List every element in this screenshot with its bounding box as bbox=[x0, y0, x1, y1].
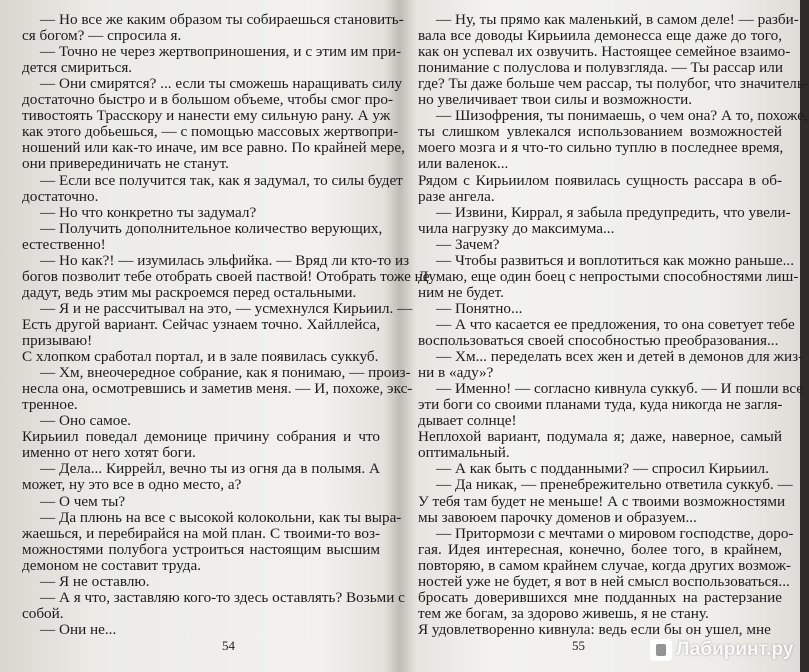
text-line: можностями полубога устроиться настоящим высшим bbox=[22, 540, 380, 558]
text-line: — Но что конкретно ты задумал? bbox=[40, 203, 257, 221]
text-line: дется смириться. bbox=[22, 59, 133, 77]
left-page bbox=[22, 10, 430, 672]
text-line: — Шизофрения, ты понимаешь, о чем она? А то, похоже, bbox=[436, 107, 808, 125]
text-line: ся богом? — спросила я. bbox=[22, 27, 182, 45]
text-line: достаточно. bbox=[22, 187, 99, 205]
text-line: ты слишком увлекался использованием возможностей bbox=[418, 123, 782, 141]
text-line: — А я что, заставляю кого-то здесь оставлять? Возьми с bbox=[40, 588, 405, 606]
text-line: эти боги со своими планами туда, куда никогда не загля- bbox=[418, 396, 783, 414]
text-line: — Но как?! — изумилась эльфийка. — Вряд ли кто-то из bbox=[40, 251, 410, 269]
text-line: тивостоять Трасскору и нанести ему сильную рану. А уж bbox=[22, 107, 391, 125]
text-line: они приверединичать не станут. bbox=[22, 155, 229, 173]
text-line: — Да никак, — пренебрежительно ответила суккуб. — bbox=[436, 476, 793, 494]
right-page bbox=[418, 10, 809, 672]
text-line: ни в «аду»? bbox=[418, 364, 494, 382]
text-line: — Они не... bbox=[40, 620, 117, 638]
text-line: оптимальный. bbox=[418, 444, 510, 462]
text-line: — Я не оставлю. bbox=[40, 572, 150, 590]
text-line: богов позволит тебе отобрать своей паствой! Отобрать тоже не bbox=[22, 267, 430, 285]
text-line: воспользоваться своей способностью преобразования... bbox=[418, 332, 779, 349]
text-line: демоном не составит труда. bbox=[22, 556, 202, 574]
text-line: гая. Идея интересная, конечно, более того, в крайнем, bbox=[418, 540, 782, 558]
text-line: может, ну это все в одно место, а? bbox=[22, 476, 242, 494]
text-line: Кирьиил поведал демонице причину собрания и что bbox=[22, 428, 380, 446]
text-line: — Да плюнь на все с высокой колокольни, как ты выра- bbox=[40, 508, 402, 526]
text-line: — Если все получится так, как я задумал, то силы будет bbox=[40, 171, 403, 189]
text-line: понимание с полуслова и полувзгляда. — Ты рассар или bbox=[418, 59, 784, 77]
text-line: — Оно самое. bbox=[40, 412, 132, 430]
text-line: — Зачем? bbox=[436, 235, 500, 253]
text-line: — Понятно... bbox=[436, 299, 523, 317]
text-line: или валенок... bbox=[418, 155, 509, 173]
text-line: У тебя там будет не меньше! А с твоими возможностями bbox=[418, 492, 786, 510]
watermark bbox=[650, 639, 793, 661]
text-line: Неплохой вариант, подумала я; даже, наверное, самый bbox=[418, 428, 782, 446]
text-line: — Получить дополнительное количество верующих, bbox=[40, 219, 383, 237]
text-line: — Дела... Киррейл, вечно ты из огня да в полымя. А bbox=[40, 460, 380, 478]
text-line: — Притормози с мечтами о мировом господстве, доро- bbox=[436, 524, 794, 542]
text-line: естественно! bbox=[22, 235, 106, 253]
text-line: — Точно не через жертвоприношения, и с этим им при- bbox=[40, 43, 401, 61]
text-line: но увеличивает твои силы и возможности. bbox=[418, 91, 693, 109]
text-line: — Хм, внеочередное собрание, как я понимаю, — произ- bbox=[40, 364, 411, 382]
text-line: — Извини, Киррал, я забыла предупредить, что увели- bbox=[436, 203, 791, 221]
text-line: Есть другой вариант. Сейчас узнаем точно. Хайллейса, bbox=[22, 315, 380, 333]
text-line: повторяю, в самом крайнем случае, когда других возмож- bbox=[418, 556, 791, 574]
text-line: тренное. bbox=[22, 396, 78, 414]
text-line: разе ангела. bbox=[418, 187, 495, 205]
text-line: жаешься, и перебирайся на мой план. С твоими-то воз- bbox=[22, 524, 380, 542]
labirint-logo-icon bbox=[650, 639, 672, 661]
text-line: Рядом с Кирьиилом появилась сущность рассара в об- bbox=[418, 171, 782, 189]
text-line: как он успевал их озвучить. Настоящее семейное взаимо- bbox=[418, 43, 791, 61]
watermark-text: Лабиринт.ру bbox=[676, 639, 794, 660]
text-line: — Я и не рассчитывал на это, — усмехнулся Кирьиил. — bbox=[40, 299, 413, 317]
text-line: Я удовлетворенно кивнула: ведь если бы он ушел, мне bbox=[418, 620, 771, 638]
page-number-right: 55 bbox=[572, 638, 585, 653]
text-line: дывает солнце! bbox=[418, 412, 517, 430]
text-line: чила нагрузку до максимума... bbox=[418, 219, 615, 237]
text-line: — Хм... переделать всех жен и детей в демонов для жиз- bbox=[436, 348, 804, 366]
text-line: тем же богам, за здорово живешь, я не стану. bbox=[418, 604, 709, 622]
text-line: несла она, осмотревшись и заметив меня. — И, похоже, экс- bbox=[22, 380, 413, 398]
text-line: ношений или как-то иначе, им все равно. По крайней мере, bbox=[22, 139, 405, 157]
text-line: собой. bbox=[22, 604, 64, 622]
text-line: дадут, ведь этим мы раскроемся перед остальными. bbox=[22, 283, 357, 301]
text-line: моего мозга и я что-то сильно туплю в последнее время, bbox=[418, 139, 784, 157]
text-line: достаточно быстро и в большом объеме, чтобы смог про- bbox=[22, 91, 394, 109]
text-line: — Чтобы развиться и воплотиться как можно раньше... bbox=[436, 251, 794, 269]
text-line: — А как быть с подданными? — спросил Кирьиил. bbox=[436, 460, 769, 478]
text-line: как этого добьешься, — с помощью массовых жертвопри- bbox=[22, 123, 399, 141]
text-line: где? Ты даже больше чем рассар, ты полубог, что значитель- bbox=[418, 75, 809, 93]
text-line: именно от него хотят боги. bbox=[22, 444, 196, 462]
page-number-left: 54 bbox=[222, 638, 235, 653]
text-line: — Но все же каким образом ты собираешься становить- bbox=[40, 11, 404, 28]
text-line: Думаю, еще один боец с непростыми способностями лиш- bbox=[418, 267, 799, 285]
text-line: ностей уже не будет, я вот в ней смысл воспользоваться... bbox=[418, 572, 790, 590]
text-line: — А что касается ее предложения, то она советует тебе bbox=[436, 315, 795, 333]
text-line: призываю! bbox=[22, 332, 93, 349]
text-line: — Ну, ты прямо как маленький, в самом деле! — разби- bbox=[436, 11, 799, 28]
text-line: вала все доводы Кирьиила демонесса еще даже до того, bbox=[418, 27, 782, 45]
text-line: С хлопком сработал портал, и в зале появилась суккуб. bbox=[22, 348, 379, 366]
text-line: бросать доверившихся мне подданных на растерзание bbox=[418, 588, 782, 606]
text-line: — Именно! — согласно кивнула суккуб. — И пошли все bbox=[436, 380, 804, 398]
text-line: ним не будет. bbox=[418, 283, 504, 301]
text-line: — Они смирятся? ... если ты сможешь наращивать силу bbox=[40, 75, 403, 93]
text-line: мы завоюем парочку доменов и образуем... bbox=[418, 508, 697, 526]
text-line: — О чем ты? bbox=[40, 492, 126, 510]
